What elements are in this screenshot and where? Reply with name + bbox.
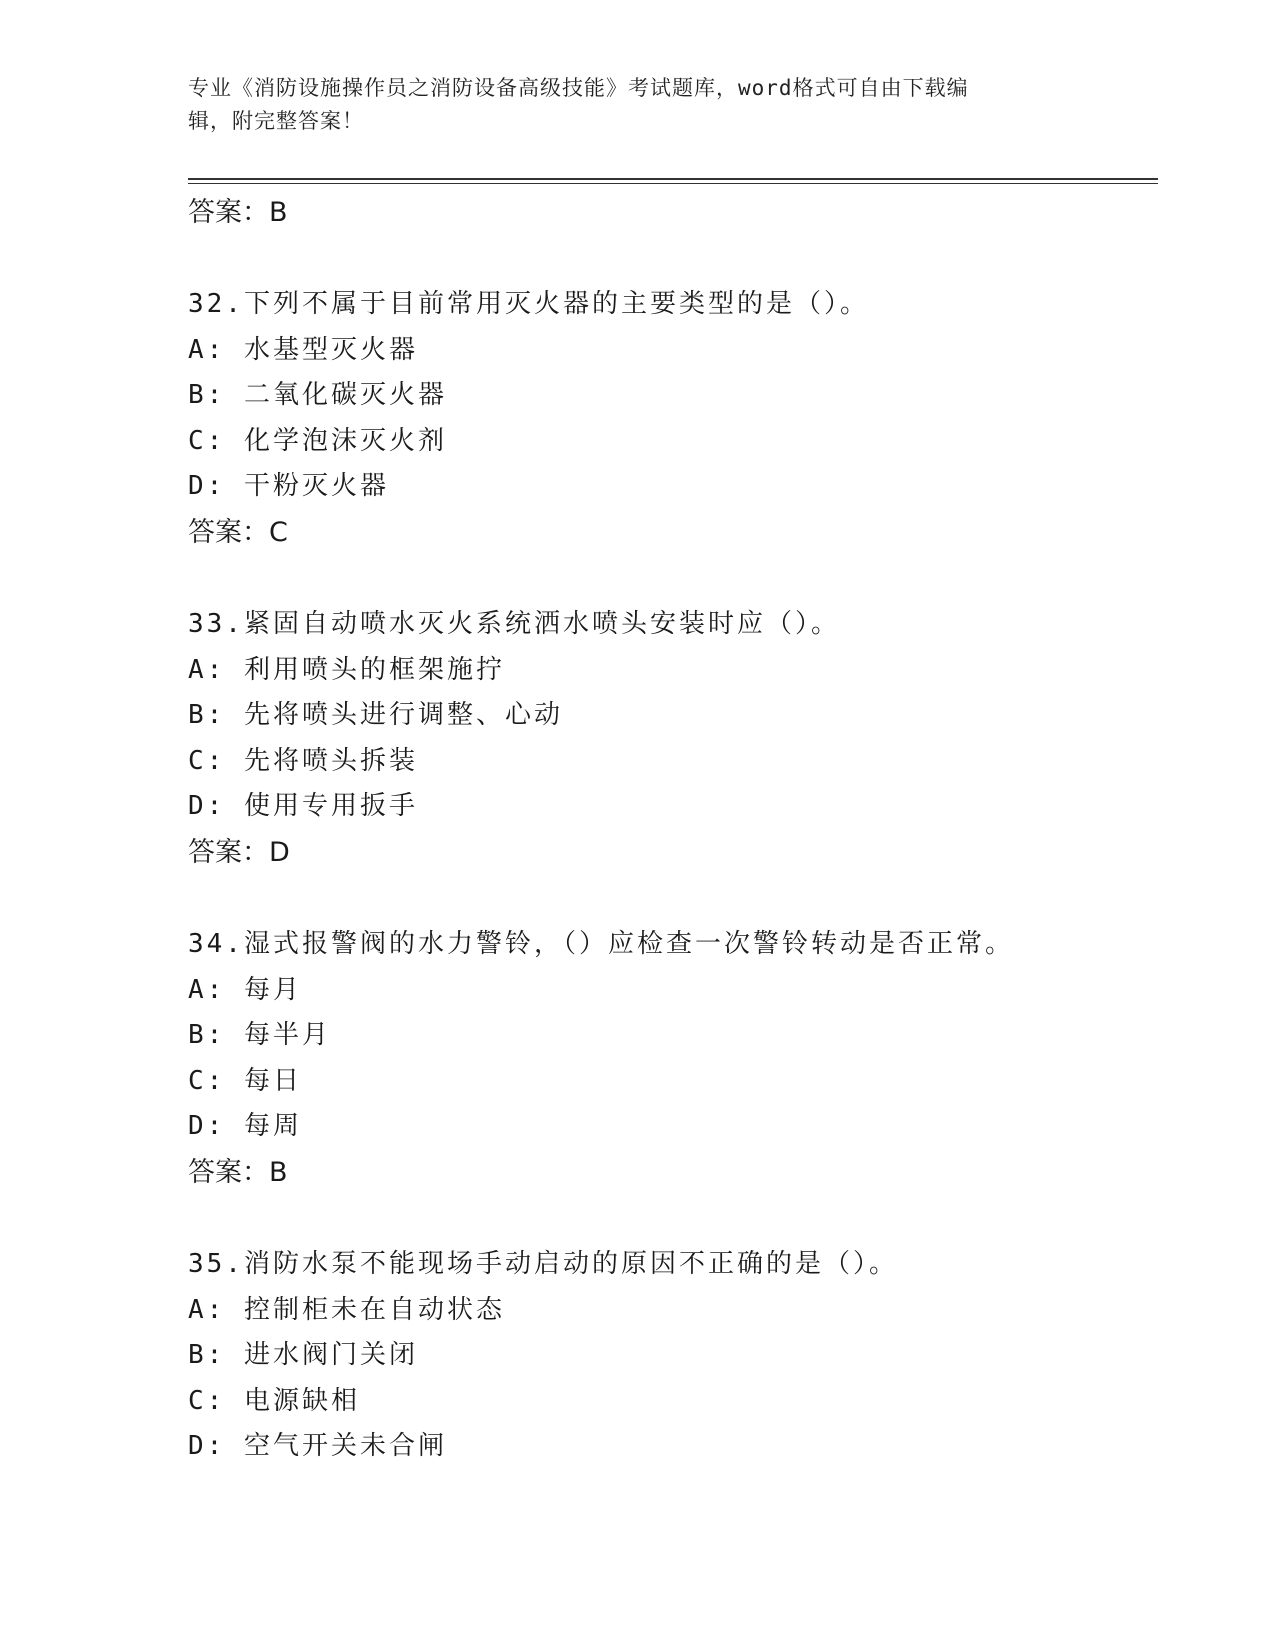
option-c: C: 先将喷头拆装: [188, 745, 418, 776]
option-b: B: 先将喷头进行调整、心动: [188, 700, 563, 731]
spacer: [188, 876, 1148, 922]
question-list: [188, 190, 1148, 1470]
question-stem: 32.下列不属于目前常用灭火器的主要类型的是（）。: [188, 289, 869, 319]
option-a: A: 控制柜未在自动状态: [188, 1294, 505, 1325]
answer: 答案：C: [188, 516, 288, 548]
header-rule-thin: [188, 183, 1158, 184]
answer: 答案：B: [188, 1156, 288, 1188]
option-d: D: 使用专用扳手: [188, 791, 418, 822]
option-d: D: 干粉灭火器: [188, 471, 389, 502]
question-stem: 33.紧固自动喷水灭火系统洒水喷头安装时应（）。: [188, 608, 840, 639]
spacer: [188, 1196, 1148, 1242]
question-34: [188, 922, 1148, 1196]
option-d: D: 每周: [188, 1111, 302, 1142]
document-header: [188, 72, 1068, 138]
option-b: B: 每半月: [188, 1020, 331, 1051]
option-c: C: 电源缺相: [188, 1385, 360, 1416]
option-a: A: 每月: [188, 974, 302, 1005]
option-c: C: 每日: [188, 1065, 302, 1096]
option-a: A: 水基型灭火器: [188, 334, 418, 365]
answer-previous: 答案：B: [188, 197, 288, 228]
header-line-2: 辑，附完整答案！: [188, 109, 364, 133]
option-c: C: 化学泡沫灭火剂: [188, 425, 447, 456]
question-35: [188, 1242, 1148, 1470]
question-33: [188, 602, 1148, 876]
header-rule-thick: [188, 178, 1158, 180]
spacer: [188, 236, 1148, 282]
option-a: A: 利用喷头的框架施拧: [188, 654, 505, 685]
option-b: B: 进水阀门关闭: [188, 1340, 418, 1371]
question-stem: 34.湿式报警阀的水力警铃，（）应检查一次警铃转动是否正常。: [188, 928, 1014, 959]
spacer: [188, 556, 1148, 602]
question-stem: 35.消防水泵不能现场手动启动的原因不正确的是（）。: [188, 1248, 898, 1279]
header-line-1: 专业《消防设施操作员之消防设备高级技能》考试题库，word格式可自由下载编: [188, 76, 969, 100]
option-d: D: 空气开关未合闸: [188, 1431, 447, 1462]
question-32: [188, 282, 1148, 556]
option-b: B: 二氧化碳灭火器: [188, 380, 447, 411]
answer: 答案：D: [188, 836, 290, 868]
